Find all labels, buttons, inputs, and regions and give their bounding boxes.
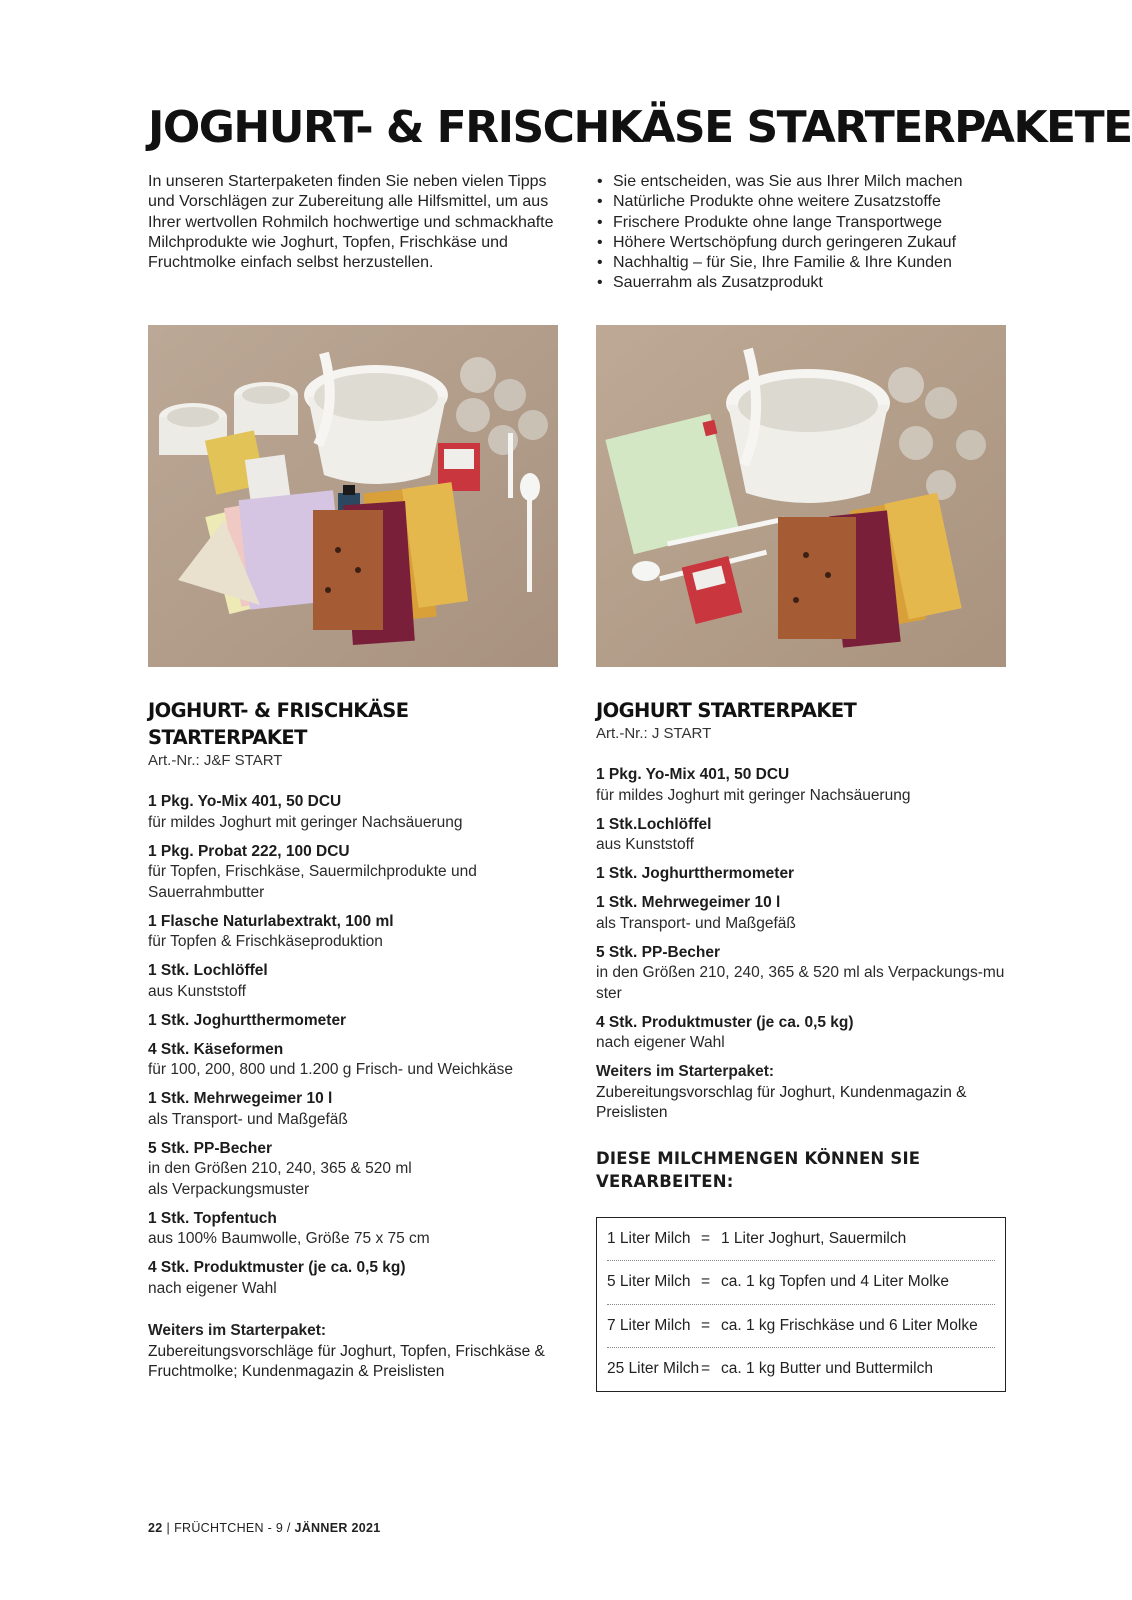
benefit-item: • Sauerrahm als Zusatzprodukt xyxy=(596,273,1016,293)
package-contents xyxy=(148,792,558,1299)
product-yield: ca. 1 kg Frischkäse und 6 Liter Molke xyxy=(721,1316,978,1334)
additional-text: Zubereitungsvorschläge für Joghurt, Topfen, Frischkäse & Fruchtmolke; Kundenmagazin & Preislisten xyxy=(148,1342,545,1380)
item-name: 5 Stk. PP-Becher xyxy=(148,1139,273,1157)
magazine-name: FRÜCHTCHEN - 9 / xyxy=(174,1521,291,1535)
item-description: nach eigener Wahl xyxy=(148,1279,277,1297)
item-name: 1 Pkg. Probat 222, 100 DCU xyxy=(148,842,350,860)
list-item xyxy=(596,815,1006,856)
item-description: für Topfen, Frischkäse, Sauermilchprodukte und Sauerrahmbutter xyxy=(148,863,477,901)
additional-contents xyxy=(596,1062,1006,1124)
additional-title: Weiters im Starterpaket: xyxy=(596,1063,775,1080)
additional-contents xyxy=(148,1321,558,1383)
item-description: nach eigener Wahl xyxy=(596,1034,725,1051)
item-description: für 100, 200, 800 und 1.200 g Frisch- und Weichkäse xyxy=(148,1061,514,1078)
equals-sign: = xyxy=(701,1360,711,1378)
product-yield: 1 Liter Joghurt, Sauermilch xyxy=(721,1229,907,1247)
table-row xyxy=(607,1261,995,1305)
product-yield: ca. 1 kg Butter und Buttermilch xyxy=(721,1360,933,1378)
item-description: aus Kunststoff xyxy=(596,836,694,853)
item-name: 1 Pkg. Yo-Mix 401, 50 DCU xyxy=(148,793,342,810)
benefit-item: • Sie entscheiden, was Sie aus Ihrer Milch machen xyxy=(596,172,1016,192)
item-description: als Transport- und Maßgefäß xyxy=(148,1110,348,1128)
article-number: Art.-Nr.: J&F START xyxy=(148,752,283,769)
item-description: aus 100% Baumwolle, Größe 75 x 75 cm xyxy=(148,1230,430,1247)
milk-amount: 7 Liter Milch xyxy=(607,1316,691,1334)
list-item xyxy=(148,1089,558,1130)
page-title: JOGHURT- & FRISCHKÄSE STARTERPAKETE xyxy=(148,102,1132,153)
item-description: für mildes Joghurt mit geringer Nachsäuerung xyxy=(148,813,463,831)
benefit-item: • Höhere Wertschöpfung durch geringeren Zukauf xyxy=(596,233,1016,253)
package-contents xyxy=(596,765,1006,1054)
additional-text: Zubereitungsvorschlag für Joghurt, Kundenmagazin & Preislisten xyxy=(596,1083,967,1121)
item-name: 1 Stk.Lochlöffel xyxy=(596,815,712,833)
benefit-item: • Frischere Produkte ohne lange Transportwege xyxy=(596,213,1016,233)
equals-sign: = xyxy=(701,1229,711,1247)
product-title: JOGHURT STARTERPAKET xyxy=(596,699,857,722)
item-description: als Transport- und Maßgefäß xyxy=(596,914,796,932)
product-photo-joghurt-frischkaese xyxy=(148,325,558,667)
list-item xyxy=(148,912,558,953)
additional-title: Weiters im Starterpaket: xyxy=(148,1322,327,1339)
list-item xyxy=(148,1139,558,1201)
item-name: 4 Stk. Produktmuster (je ca. 0,5 kg) xyxy=(148,1259,406,1276)
item-name: 1 Stk. Joghurtthermometer xyxy=(596,865,795,882)
product-title: JOGHURT- & FRISCHKÄSE STARTERPAKET xyxy=(148,699,409,749)
item-name: 4 Stk. Produktmuster (je ca. 0,5 kg) xyxy=(596,1013,854,1031)
benefits-list xyxy=(596,172,1016,294)
article-number: Art.-Nr.: J START xyxy=(596,725,712,742)
list-item xyxy=(596,943,1006,1005)
table-row xyxy=(607,1305,995,1349)
table-row xyxy=(607,1348,995,1391)
product-joghurt xyxy=(596,697,1006,1392)
item-name: 1 Stk. Lochlöffel xyxy=(148,962,268,979)
equals-sign: = xyxy=(701,1316,711,1334)
list-item xyxy=(596,864,1006,885)
table-row xyxy=(607,1218,995,1262)
item-description: für Topfen & Frischkäseproduktion xyxy=(148,933,383,950)
item-name: 4 Stk. Käseformen xyxy=(148,1040,284,1058)
list-item xyxy=(148,1011,558,1032)
milk-quantities-table xyxy=(596,1217,1006,1392)
list-item xyxy=(148,842,558,904)
intro-text: In unseren Starterpaketen finden Sie neben vielen Tipps und Vorschlägen zur Zubereitung alle Hilfsmittel, um aus Ihrer wertvollen Rohmilch hochwertige und schmackhafte Milchprodukte wie Joghurt, Topfen, Frischkäse und Fruchtmolke einfach selbst herzustellen. xyxy=(148,173,554,272)
milk-quantities-heading: DIESE MILCHMENGEN KÖNNEN SIE VERARBEITEN: xyxy=(596,1148,921,1191)
item-name: 5 Stk. PP-Becher xyxy=(596,943,721,961)
product-joghurt-frischkaese xyxy=(148,697,558,1383)
list-item xyxy=(596,893,1006,934)
item-name: 1 Pkg. Yo-Mix 401, 50 DCU xyxy=(596,766,790,783)
item-name: 1 Stk. Mehrwegeimer 10 l xyxy=(148,1090,333,1107)
item-name: 1 Stk. Joghurtthermometer xyxy=(148,1011,347,1029)
milk-amount: 25 Liter Milch xyxy=(607,1360,700,1378)
item-name: 1 Stk. Topfentuch xyxy=(148,1209,277,1227)
list-item xyxy=(596,1013,1006,1054)
item-name: 1 Stk. Mehrwegeimer 10 l xyxy=(596,894,781,911)
item-name: 1 Flasche Naturlabextrakt, 100 ml xyxy=(148,912,394,930)
milk-amount: 1 Liter Milch xyxy=(607,1229,691,1247)
footer-separator: | xyxy=(166,1521,171,1535)
benefit-item: • Nachhaltig – für Sie, Ihre Familie & Ihre Kunden xyxy=(596,253,1016,273)
list-item xyxy=(596,765,1006,806)
item-description: in den Größen 210, 240, 365 & 520 ml als Verpackungs-muster xyxy=(596,964,1005,1002)
item-description: für mildes Joghurt mit geringer Nachsäuerung xyxy=(596,786,911,804)
milk-amount: 5 Liter Milch xyxy=(607,1273,691,1291)
list-item xyxy=(148,792,558,833)
product-yield: ca. 1 kg Topfen und 4 Liter Molke xyxy=(721,1273,950,1291)
issue-date: JÄNNER 2021 xyxy=(294,1521,381,1535)
list-item xyxy=(148,1040,558,1081)
list-item xyxy=(148,1258,558,1299)
item-description: in den Größen 210, 240, 365 & 520 ml als Verpackungsmuster xyxy=(148,1160,412,1198)
page-footer xyxy=(148,1521,380,1535)
list-item xyxy=(148,1209,558,1250)
page-number: 22 xyxy=(148,1521,163,1535)
benefit-item: • Natürliche Produkte ohne weitere Zusatzstoffe xyxy=(596,192,1016,212)
product-photo-joghurt xyxy=(596,325,1006,667)
item-description: aus Kunststoff xyxy=(148,982,246,1000)
equals-sign: = xyxy=(701,1273,711,1291)
list-item xyxy=(148,961,558,1002)
